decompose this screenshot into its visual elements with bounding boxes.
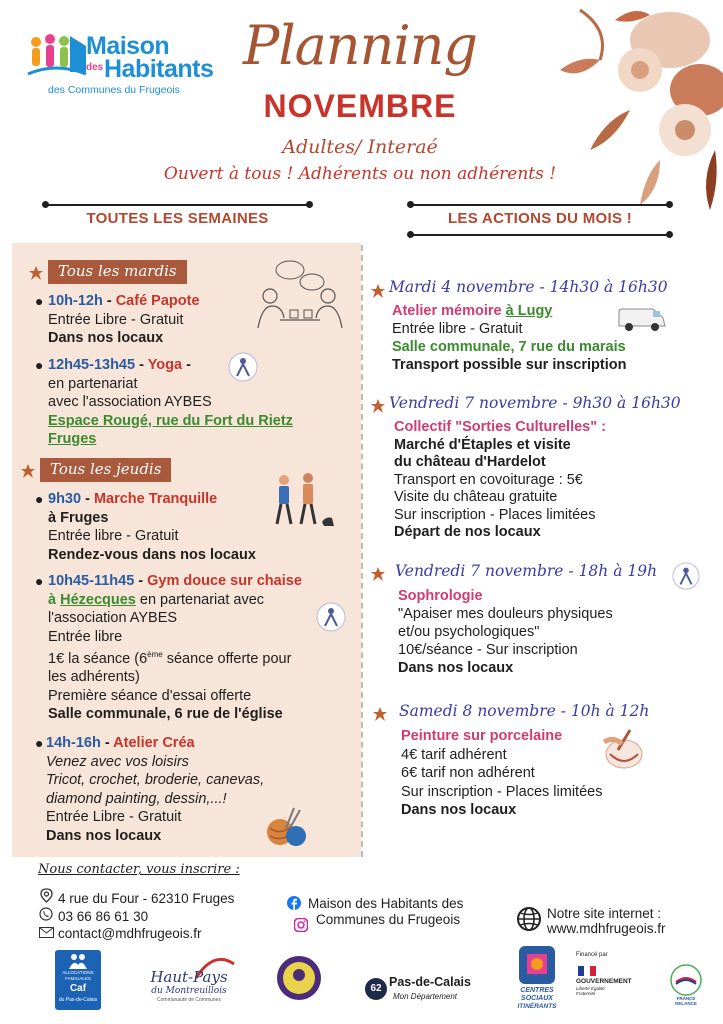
leaf-icon bbox=[28, 265, 44, 281]
website-label: Notre site internet : bbox=[547, 906, 662, 921]
crea-name: Atelier Créa bbox=[113, 735, 195, 751]
pas-de-calais-logo: 62 Pas-de-Calais Mon Département bbox=[365, 975, 495, 1005]
centres-sociaux-icon bbox=[515, 944, 559, 986]
people-icon bbox=[26, 32, 88, 82]
leaf-icon bbox=[20, 463, 36, 479]
social-name-line2[interactable]: Communes du Frugeois bbox=[316, 912, 461, 927]
leaf-icon bbox=[370, 283, 386, 299]
website-url[interactable]: www.mdhfrugeois.fr bbox=[547, 921, 666, 936]
event3-name: Sophrologie bbox=[398, 588, 483, 604]
event3-date: Vendredi 7 novembre - 18h à 19h bbox=[395, 562, 658, 580]
event4-name: Peinture sur porcelaine bbox=[401, 728, 563, 744]
contact-title: Nous contacter, vous inscrire : bbox=[38, 862, 240, 877]
logo-des: des bbox=[86, 62, 104, 73]
event4-date: Samedi 8 novembre - 10h à 12h bbox=[399, 702, 650, 720]
facebook-icon[interactable] bbox=[287, 896, 301, 910]
address-text: 4 rue du Four - 62310 Fruges bbox=[58, 891, 235, 906]
yoga-name: Yoga bbox=[147, 357, 183, 373]
gym-town: Hézecques bbox=[60, 591, 136, 608]
event2-name: Collectif "Sorties Culturelles" : bbox=[394, 419, 606, 435]
event2-date: Vendredi 7 novembre - 9h30 à 16h30 bbox=[389, 394, 681, 412]
flowers-decoration-icon bbox=[520, 0, 723, 215]
page-title: Planning bbox=[243, 14, 477, 77]
logo bbox=[26, 26, 214, 96]
weekly-section-label: TOUTES LES SEMAINES bbox=[86, 210, 269, 227]
coffee-chat-illustration-icon bbox=[250, 258, 350, 336]
logo-habitants: Habitants bbox=[104, 55, 214, 83]
yarn-balls-icon bbox=[264, 806, 308, 848]
porcelain-painting-icon bbox=[600, 724, 648, 774]
haut-pays-logo: Haut-Pays du Montreuillois Communauté de Communes bbox=[134, 954, 244, 1004]
monthly-section-label: LES ACTIONS DU MOIS ! bbox=[447, 210, 633, 227]
aybes-logo-icon bbox=[316, 602, 346, 632]
thursday-tag: Tous les jeudis bbox=[40, 458, 171, 482]
van-icon bbox=[617, 306, 667, 332]
leaf-icon bbox=[370, 566, 386, 582]
email-text[interactable]: contact@mdhfrugeois.fr bbox=[58, 926, 202, 941]
social-name-line1[interactable]: Maison des Habitants des bbox=[308, 896, 464, 911]
month-title: NOVEMBRE bbox=[263, 88, 457, 124]
open-to-all-text: Ouvert à tous ! Adhérents ou non adhérents ! bbox=[163, 164, 557, 184]
event1-date: Mardi 4 novembre - 14h30 à 16h30 bbox=[389, 278, 668, 296]
walkers-illustration-icon bbox=[268, 470, 340, 534]
globe-icon bbox=[516, 906, 542, 932]
social-block bbox=[308, 896, 463, 928]
tuesday-tag: Tous les mardis bbox=[48, 260, 187, 284]
caf-logo: ALLOCATIONS FAMILIALES Caf du Pas-de-Calais bbox=[55, 950, 101, 1010]
event1-name: Atelier mémoire bbox=[392, 303, 506, 319]
gym-name: Gym douce sur chaise bbox=[147, 573, 302, 589]
yoga-block: ● 12h45-13h45 - Yoga - en partenariat avec l'association AYBES Espace Rougé, rue du Fort du Rietz Fruges bbox=[35, 357, 293, 447]
address-line bbox=[38, 888, 234, 906]
event3-block: Sophrologie "Apaiser mes douleurs physiques et/ou psychologiques" 10€/séance - Sur inscription Dans nos locaux bbox=[398, 588, 613, 676]
leaf-icon bbox=[372, 706, 388, 722]
cafe-name: Café Papote bbox=[115, 293, 200, 309]
logo-maison: Maison bbox=[86, 32, 170, 60]
cafe-papote-block: ● 10h-12h - Café Papote Entrée Libre - Gratuit Dans nos locaux bbox=[35, 293, 200, 346]
monthly-section-header bbox=[410, 200, 670, 240]
envelope-icon bbox=[38, 926, 54, 941]
france-relance-badge-icon bbox=[670, 964, 702, 996]
phone-line bbox=[38, 907, 148, 924]
logo-subtitle: des Communes du Frugeois bbox=[48, 84, 180, 96]
aybes-logo-icon bbox=[672, 562, 700, 590]
round-association-logo-icon bbox=[276, 955, 322, 1001]
column-divider bbox=[361, 245, 363, 857]
yoga-location: Espace Rougé, rue du Fort du Rietz bbox=[48, 412, 293, 429]
event1-block: Atelier mémoire à Lugy Entrée libre - Gratuit Salle communale, 7 rue du marais Transport possible sur inscription bbox=[392, 303, 627, 373]
yoga-time: 12h45-13h45 bbox=[48, 357, 136, 373]
location-pin-icon bbox=[38, 888, 54, 906]
email-line bbox=[38, 926, 202, 941]
weekly-section-header bbox=[45, 200, 310, 240]
website-block bbox=[547, 906, 666, 936]
instagram-icon[interactable] bbox=[294, 918, 308, 932]
event2-block: Collectif "Sorties Culturelles" : Marché d'Étaples et visite du château d'Hardelot Transport en covoiturage : 5€ Visite du château gratuite Sur inscription - Places limitées Départ de nos locaux bbox=[394, 419, 606, 540]
phone-text[interactable]: 03 66 86 61 30 bbox=[58, 909, 149, 924]
marche-block: ● 9h30 - Marche Tranquille à Fruges Entrée libre - Gratuit Rendez-vous dans nos locaux bbox=[35, 491, 256, 563]
gym-time: 10h45-11h45 bbox=[48, 573, 135, 589]
government-logo: Financé par GOUVERNEMENT Liberté Égalité Fraternité FRANCE RELANCE bbox=[576, 952, 706, 1012]
event4-block: Peinture sur porcelaine 4€ tarif adhérent 6€ tarif non adhérent Sur inscription - Places limitées Dans nos locaux bbox=[401, 728, 603, 818]
leaf-icon bbox=[370, 398, 386, 414]
marche-name: Marche Tranquille bbox=[93, 491, 218, 507]
french-flag-icon bbox=[578, 966, 596, 976]
family-icon bbox=[68, 953, 88, 969]
audience-subtitle: Adultes/ Interaé bbox=[282, 136, 438, 158]
centres-sociaux-logo: CENTRES SOCIAUX ITINÉRANTS bbox=[513, 944, 561, 1014]
phone-icon bbox=[38, 907, 54, 924]
cafe-time: 10h-12h bbox=[48, 293, 103, 309]
crea-block: ● 14h-16h - Atelier Créa Venez avec vos loisirs Tricot, crochet, broderie, canevas, diamond painting, dessin,...! Entrée Libre - Gratuit Dans nos locaux bbox=[35, 735, 265, 844]
gym-block: ● 10h45-11h45 - Gym douce sur chaise à Hézecques en partenariat avec l'association AYBES Entrée libre 1€ la séance (6ème séance offerte pour les adhérents) Première séance d'essai offerte Salle communale, 6 rue de l'église bbox=[35, 573, 302, 723]
crea-time: 14h-16h bbox=[46, 735, 101, 751]
marche-time: 9h30 bbox=[48, 491, 82, 507]
